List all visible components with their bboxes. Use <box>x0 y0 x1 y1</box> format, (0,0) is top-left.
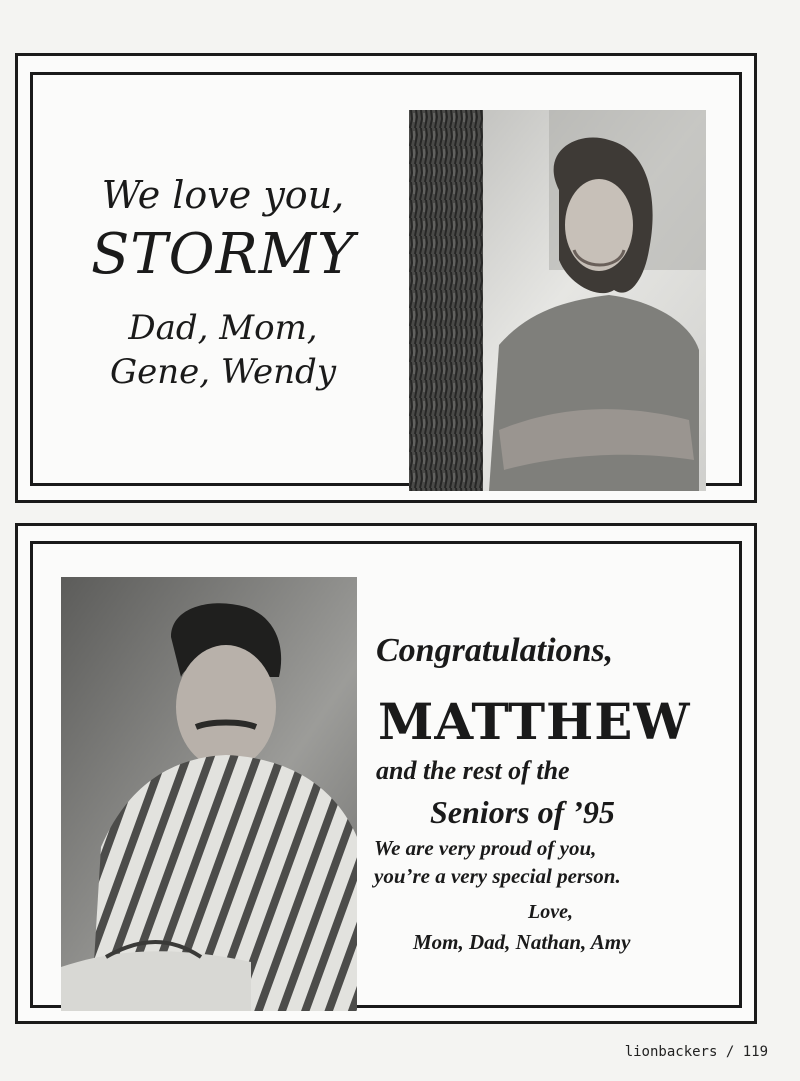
rest-of-text: and the rest of the <box>376 756 570 785</box>
family-signature: Mom, Dad, Nathan, Amy <box>413 930 631 954</box>
signature-line: Gene, Wendy <box>109 352 337 392</box>
portrait-image <box>61 577 357 1011</box>
signature-line: Dad, Mom, <box>128 308 318 348</box>
love-text: Love, <box>528 901 573 923</box>
proud-line: We are very proud of you, <box>374 836 597 860</box>
greeting-text: We love you, <box>101 173 345 217</box>
proud-line: you’re a very special person. <box>374 864 621 888</box>
student-name: STORMY <box>90 222 356 287</box>
seniors-year-text: Seniors of ’95 <box>430 794 615 830</box>
ad-inner-border <box>30 72 742 486</box>
page-footer: lionbackers / 119 <box>624 1044 768 1060</box>
portrait-image <box>409 110 706 491</box>
ad-stormy-message <box>63 170 383 394</box>
signature <box>63 306 383 394</box>
portrait-photo-stormy <box>409 110 706 491</box>
congratulations-text: Congratulations, <box>376 632 614 669</box>
ad-matthew <box>15 523 757 1024</box>
ad-inner-border <box>30 541 742 1008</box>
student-name: MATTHEW <box>378 692 691 751</box>
portrait-photo-matthew <box>61 577 357 1011</box>
ad-stormy <box>15 53 757 503</box>
